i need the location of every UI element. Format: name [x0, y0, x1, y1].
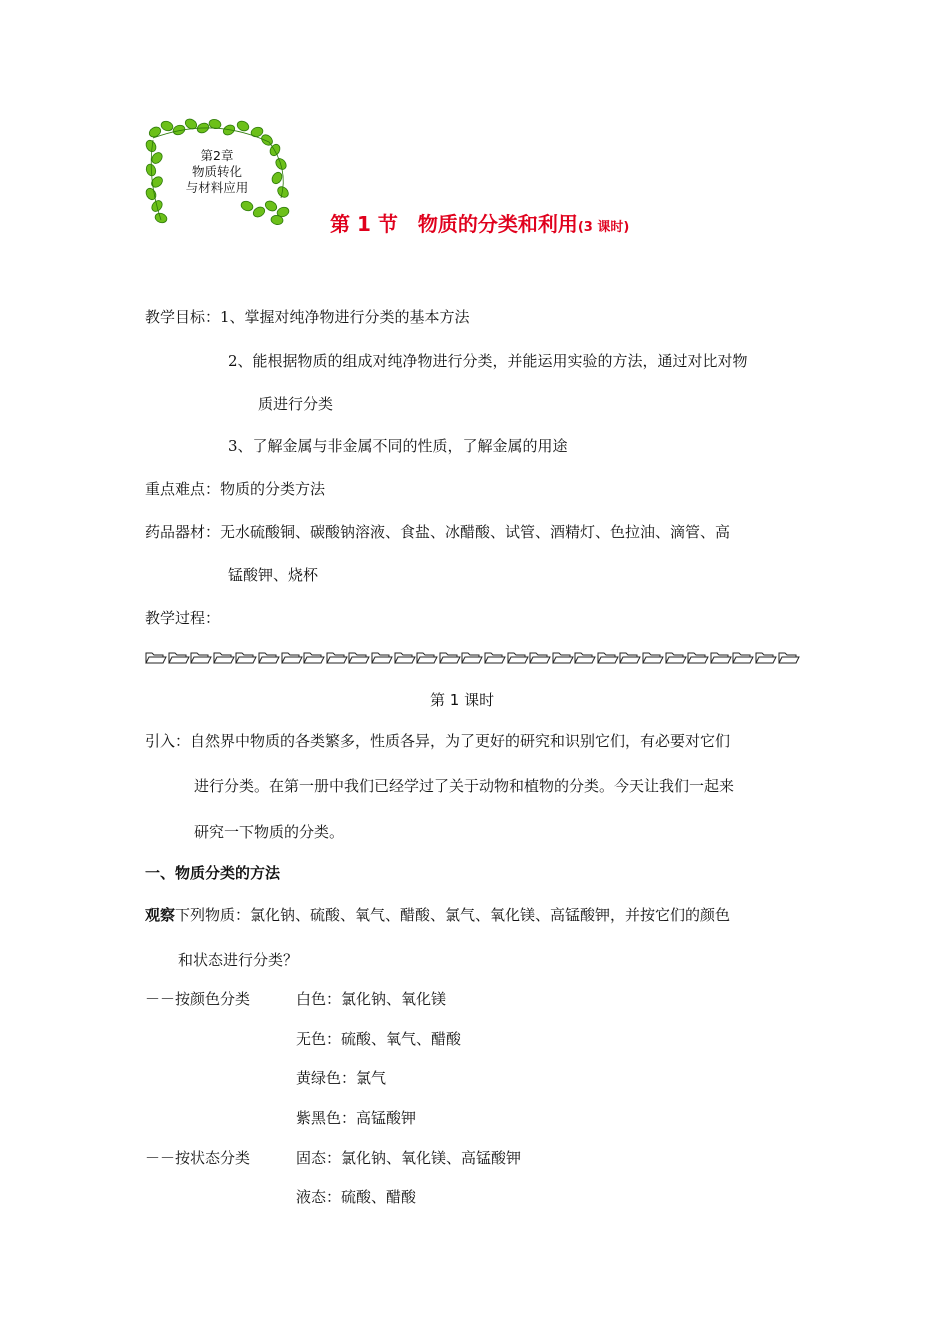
- lesson-heading: 第 1 课时: [430, 691, 495, 709]
- objectives-label: 教学目标：: [145, 308, 221, 326]
- folder-icon: [258, 650, 281, 664]
- key-points-text: 物质的分类方法: [220, 480, 326, 498]
- folder-icon: [529, 650, 552, 664]
- folder-icon: [235, 650, 258, 664]
- folder-icon: [755, 650, 778, 664]
- color-row: 无色：硫酸、氧气、醋酸: [296, 1030, 462, 1048]
- observe-line-1: 下列物质：氯化钠、硫酸、氧气、醋酸、氯气、氧化镁、高锰酸钾，并按它们的颜色: [175, 906, 731, 924]
- chapter-label: 第2章 物质转化 与材料应用: [185, 148, 249, 195]
- folder-icon: [597, 650, 620, 664]
- folder-icon: [461, 650, 484, 664]
- color-row: 黄绿色：氯气: [296, 1069, 387, 1087]
- intro-line-1: 自然界中物质的各类繁多，性质各异，为了更好的研究和识别它们，有必要对它们: [190, 732, 731, 750]
- folder-icon: [439, 650, 462, 664]
- color-row: 白色：氯化钠、氧化镁: [296, 990, 447, 1008]
- by-color-label: －－按颜色分类: [145, 990, 251, 1008]
- objective-2-cont: 质进行分类: [258, 395, 334, 413]
- folder-icon: [326, 650, 349, 664]
- objective-3: 3、了解金属与非金属不同的性质，了解金属的用途: [228, 437, 568, 455]
- objective-2: 2、能根据物质的组成对纯净物进行分类，并能运用实验的方法，通过对比对物: [228, 352, 748, 370]
- intro-row: [145, 731, 730, 751]
- observe-row: [145, 905, 730, 925]
- folder-icon: [416, 650, 439, 664]
- intro-line-2: 进行分类。在第一册中我们已经学过了关于动物和植物的分类。今天让我们一起来: [194, 777, 735, 795]
- objectives-row-1: [145, 307, 470, 327]
- page-title: 第 1 节 物质的分类和利用(3 课时): [330, 212, 630, 236]
- folder-icon: [371, 650, 394, 664]
- key-points-row: [145, 479, 325, 499]
- intro-line-3: 研究一下物质的分类。: [194, 823, 345, 841]
- folder-icon: [665, 650, 688, 664]
- folder-icon: [484, 650, 507, 664]
- state-row: 液态：硫酸、醋酸: [296, 1188, 417, 1206]
- section-heading: 一、物质分类的方法: [145, 864, 281, 882]
- chapter-badge: [143, 118, 293, 228]
- folder-icon: [710, 650, 733, 664]
- observe-label: 观察: [145, 906, 176, 924]
- materials-row: [145, 522, 730, 542]
- folder-icon: [687, 650, 710, 664]
- state-row: 固态：氯化钠、氧化镁、高锰酸钾: [296, 1149, 522, 1167]
- folder-icon: [145, 650, 168, 664]
- folder-icon: [642, 650, 665, 664]
- title-hours: (3 课时): [577, 220, 630, 235]
- folder-icon: [213, 650, 236, 664]
- observe-line-2: 和状态进行分类？: [178, 951, 299, 969]
- materials-label: 药品器材：: [145, 523, 221, 541]
- folder-icon: [507, 650, 530, 664]
- folder-icon: [303, 650, 326, 664]
- folder-icon: [574, 650, 597, 664]
- color-row: 紫黑色：高锰酸钾: [296, 1109, 417, 1127]
- materials-text: 无水硫酸铜、碳酸钠溶液、食盐、冰醋酸、试管、酒精灯、色拉油、滴管、高: [220, 523, 731, 541]
- folder-divider: [145, 650, 800, 664]
- folder-icon: [619, 650, 642, 664]
- key-points-label: 重点难点：: [145, 480, 221, 498]
- folder-icon: [552, 650, 575, 664]
- folder-icon: [168, 650, 191, 664]
- intro-label: 引入：: [145, 732, 191, 750]
- folder-icon: [732, 650, 755, 664]
- folder-icon: [394, 650, 417, 664]
- by-state-label: －－按状态分类: [145, 1149, 251, 1167]
- folder-icon: [281, 650, 304, 664]
- folder-icon: [348, 650, 371, 664]
- folder-icon: [190, 650, 213, 664]
- objective-1: 1、掌握对纯净物进行分类的基本方法: [220, 308, 470, 326]
- process-label: 教学过程：: [145, 609, 221, 627]
- materials-text-cont: 锰酸钾、烧杯: [228, 566, 319, 584]
- folder-icon: [778, 650, 801, 664]
